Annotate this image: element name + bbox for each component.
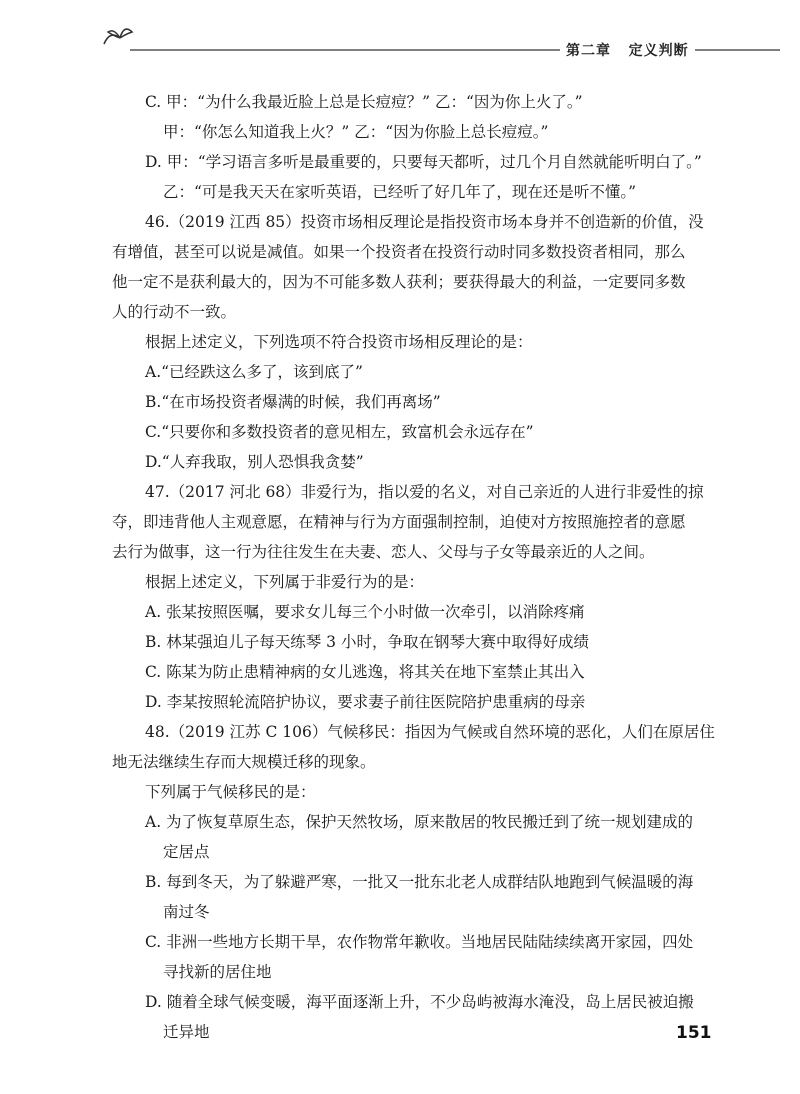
q46-stem-line4: 人的行动不一致。 [112, 303, 237, 321]
chapter-title [560, 40, 695, 60]
q48-stem-line1: 48.（2019 江苏 C 106）气候移民：指因为气候或自然环境的恶化，人们在原居住 [145, 723, 715, 741]
q47-stem-line2: 夺，即违背他人主观意愿，在精神与行为方面强制控制，迫使对方按照施控者的意愿 [112, 513, 686, 531]
q48-option-a-line1: A. 为了恢复草原生态，保护天然牧场，原来散居的牧民搬迁到了统一规划建成的 [145, 813, 694, 831]
chapter-number: 第二章 [566, 43, 611, 59]
q48-option-d-line1: D. 随着全球气候变暖，海平面逐渐上升，不少岛屿被海水淹没，岛上居民被迫搬 [145, 993, 694, 1011]
q47-option-d: D. 李某按照轮流陪护协议，要求妻子前往医院陪护患重病的母亲 [145, 693, 586, 711]
q45-option-d-line1: D. 甲：“学习语言多听是最重要的，只要每天都听，过几个月自然就能听明白了。” [145, 153, 702, 171]
chapter-section: 定义判断 [628, 43, 689, 59]
q48-option-a-line2: 定居点 [163, 843, 210, 861]
q46-option-d: D.“人弃我取，别人恐惧我贪婪” [145, 453, 364, 471]
q47-stem-line1: 47.（2017 河北 68）非爱行为，指以爱的名义，对自己亲近的人进行非爱性的掠 [145, 483, 704, 501]
q46-stem-line3: 他一定不是获利最大的，因为不可能多数人获利；要获得最大的利益，一定要同多数 [112, 273, 686, 291]
q47-option-a: A. 张某按照医嘱，要求女儿每三个小时做一次牵引，以消除疼痛 [145, 603, 585, 621]
q48-option-b-line1: B. 每到冬天，为了躲避严寒，一批又一批东北老人成群结队地跑到气候温暖的海 [145, 873, 694, 891]
q48-option-b-line2: 南过冬 [163, 903, 210, 921]
q48-option-c-line2: 寻找新的居住地 [163, 963, 272, 981]
page-header [0, 0, 800, 70]
q45-option-c-line1: C. 甲：“为什么我最近脸上总是长痘痘？” 乙：“因为你上火了。” [145, 93, 583, 111]
q47-question: 根据上述定义，下列属于非爱行为的是： [145, 573, 425, 591]
q48-question: 下列属于气候移民的是： [145, 783, 316, 801]
q46-question: 根据上述定义，下列选项不符合投资市场相反理论的是： [145, 333, 533, 351]
q46-option-c: C.“只要你和多数投资者的意见相左，致富机会永远存在” [145, 423, 534, 441]
page-number: 151 [676, 1023, 712, 1043]
q46-stem-line1: 46.（2019 江西 85）投资市场相反理论是指投资市场本身并不创造新的价值，没 [145, 213, 704, 231]
q47-option-c: C. 陈某为防止患精神病的女儿逃逸，将其关在地下室禁止其出入 [145, 663, 585, 681]
q45-option-d-line2: 乙：“可是我天天在家听英语，已经听了好几年了，现在还是听不懂。” [163, 183, 637, 201]
q45-option-c-line2: 甲：“你怎么知道我上火？” 乙：“因为你脸上总长痘痘。” [163, 123, 549, 141]
q48-option-c-line1: C. 非洲一些地方长期干旱，农作物常年歉收。当地居民陆陆续续离开家园，四处 [145, 933, 694, 951]
q46-option-a: A.“已经跌这么多了，该到底了” [145, 363, 363, 381]
q47-option-b: B. 林某强迫儿子每天练琴 3 小时，争取在钢琴大赛中取得好成绩 [145, 633, 589, 651]
q48-option-d-line2: 迁异地 [163, 1023, 210, 1041]
q46-option-b: B.“在市场投资者爆满的时候，我们再离场” [145, 393, 441, 411]
q47-stem-line3: 去行为做事，这一行为往往发生在夫妻、恋人、父母与子女等最亲近的人之间。 [112, 543, 655, 561]
q48-stem-line2: 地无法继续生存而大规模迁移的现象。 [112, 753, 376, 771]
q46-stem-line2: 有增值，甚至可以说是减值。如果一个投资者在投资行动时同多数投资者相同，那么 [112, 243, 686, 261]
